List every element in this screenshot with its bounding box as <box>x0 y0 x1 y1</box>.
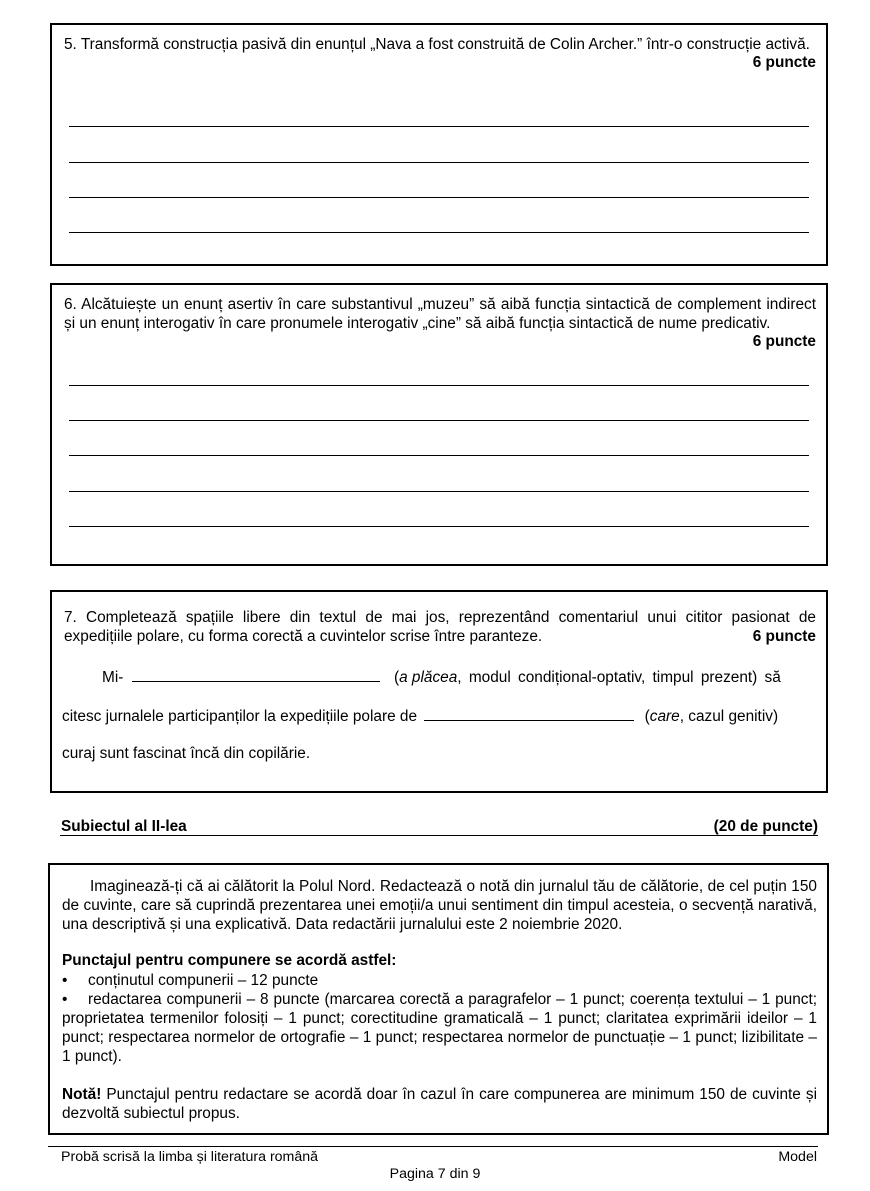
essay-task-box <box>48 863 829 1135</box>
blank-field-1[interactable] <box>132 669 380 682</box>
scoring-bullet-2 <box>62 990 817 1066</box>
task-intro: Imaginează-ți că ai călătorit la Polul Nord. Redactează o notă din jurnalul tău de călătorie, de cel puțin 150 de cuvinte, care să cuprindă prezentarea unei emoții/a unui sentiment din timpul acesteia, o secvență narativă, una descriptivă și una explicativă. Data redactării jurnalului este 2 noiembrie 2020. <box>62 878 817 933</box>
hint-rest-1: , modul condițional-optativ, timpul prezent) să <box>457 669 781 686</box>
question-7-points: 6 puncte <box>752 628 816 645</box>
question-7-text: 7. Completează spațiile libere din textul de mai jos, reprezentând comentariul unui cititor pasionat de expedițiile polare, cu forma corectă a cuvintelor scrise între paranteze. <box>64 609 816 645</box>
scoring-title: Punctajul pentru compunere se acordă astfel: <box>62 952 397 969</box>
hint-word-1: a plăcea <box>399 669 458 686</box>
question-6-box <box>50 283 828 566</box>
fill-row-1: Mi- (a plăcea, modul condițional-optativ, timpul prezent) să <box>102 669 781 686</box>
footer-model-label: Model <box>778 1149 817 1165</box>
question-5-points: 6 puncte <box>752 54 816 71</box>
section-2-title: Subiectul al II-lea <box>61 818 187 835</box>
question-6-points: 6 puncte <box>752 333 816 350</box>
answer-line[interactable] <box>69 232 809 233</box>
answer-line[interactable] <box>69 420 809 421</box>
question-5-box <box>50 23 828 266</box>
fill-row-2: citesc jurnalele participanților la expedițiile polare de (care, cazul genitiv) <box>62 708 779 725</box>
scoring-bullet-1 <box>62 971 817 990</box>
question-7-box <box>50 590 828 793</box>
hint-word-2: care <box>649 708 680 725</box>
hint-rest-2: , cazul genitiv) <box>679 708 779 725</box>
scoring-bullet-2-text: redactarea compunerii – 8 puncte (marcarea corectă a paragrafelor – 1 punct; coerența textului – 1 punct; proprietatea termenilor folosiți – 1 punct; corectitudine gramaticală – 1 punct; claritatea exprimării ideilor – 1 punct; respectarea normelor de ortografie – 1 punct; respectarea normelor de punctuație – 1 punct; lizibilitate – 1 punct). <box>62 991 817 1065</box>
question-6-text: 6. Alcătuiește un enunț asertiv în care substantivul „muzeu” să aibă funcția sintactică de complement indirect și un enunț interogativ în care pronumele interogativ „cine” să aibă funcția sintactică de nume predicativ. <box>64 296 816 332</box>
section-2-points: (20 de puncte) <box>713 818 818 835</box>
page-number: Pagina 7 din 9 <box>389 1166 481 1182</box>
bullet-mark: • <box>62 991 68 1008</box>
blank-field-2[interactable] <box>424 708 634 721</box>
answer-line[interactable] <box>69 197 809 198</box>
note-label: Notă! <box>62 1086 102 1103</box>
footer-rule <box>48 1146 818 1147</box>
answer-line[interactable] <box>69 385 809 386</box>
answer-line[interactable] <box>69 126 809 127</box>
answer-line[interactable] <box>69 491 809 492</box>
answer-line[interactable] <box>69 162 809 163</box>
fill-row-3: curaj sunt fascinat încă din copilărie. <box>62 745 311 762</box>
note-text: Punctajul pentru redactare se acordă doar în cazul în care compunerea are minimum 150 de cuvinte și dezvoltă subiectul propus. <box>62 1086 817 1122</box>
answer-line[interactable] <box>69 455 809 456</box>
scoring-bullet-1-text: conținutul compunerii – 12 puncte <box>88 972 319 989</box>
task-note <box>62 1085 817 1123</box>
fill-row-2-start: citesc jurnalele participanților la expedițiile polare de <box>62 708 418 725</box>
footer-exam-title: Probă scrisă la limba și literatura română <box>61 1149 319 1165</box>
answer-line[interactable] <box>69 526 809 527</box>
fill-row-1-start: Mi- <box>102 669 124 686</box>
question-5-text: 5. Transformă construcția pasivă din enunțul „Nava a fost construită de Colin Archer.” într-o construcție activă. <box>64 36 810 53</box>
section-2-rule <box>60 835 818 836</box>
bullet-mark: • <box>62 972 68 989</box>
